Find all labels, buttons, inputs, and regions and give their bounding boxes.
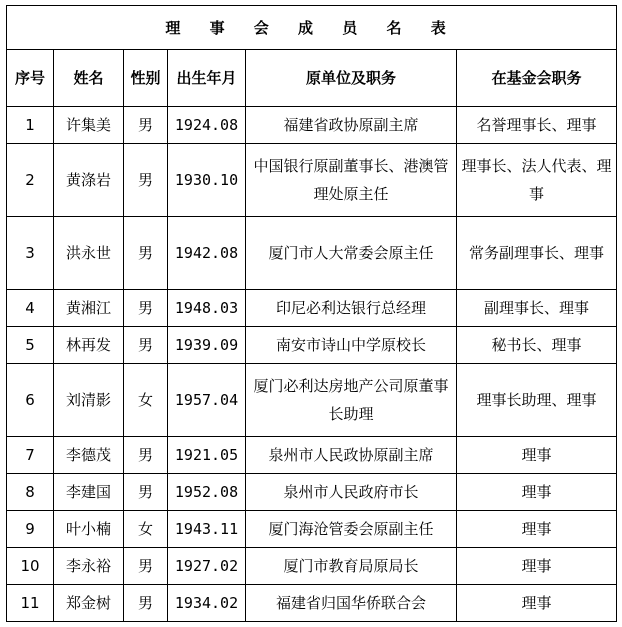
cell-gender: 男 <box>124 217 168 290</box>
cell-birth: 1952.08 <box>168 474 246 511</box>
cell-gender: 男 <box>124 585 168 622</box>
cell-dept: 厦门市人大常委会原主任 <box>246 217 457 290</box>
cell-gender: 男 <box>124 290 168 327</box>
header-birth: 出生年月 <box>168 50 246 107</box>
cell-role: 理事长、法人代表、理事 <box>457 144 617 217</box>
cell-dept: 福建省政协原副主席 <box>246 107 457 144</box>
cell-dept: 印尼必利达银行总经理 <box>246 290 457 327</box>
cell-gender: 男 <box>124 437 168 474</box>
cell-birth: 1924.08 <box>168 107 246 144</box>
header-no: 序号 <box>7 50 54 107</box>
header-dept: 原单位及职务 <box>246 50 457 107</box>
table-row <box>7 217 617 290</box>
cell-gender: 男 <box>124 327 168 364</box>
cell-dept: 厦门市教育局原局长 <box>246 548 457 585</box>
cell-gender: 男 <box>124 107 168 144</box>
cell-dept: 中国银行原副董事长、港澳管理处原主任 <box>246 144 457 217</box>
cell-no: 11 <box>7 585 54 622</box>
cell-role: 理事 <box>457 548 617 585</box>
header-name: 姓名 <box>54 50 124 107</box>
header-role: 在基金会职务 <box>457 50 617 107</box>
table-row <box>7 364 617 437</box>
cell-role: 副理事长、理事 <box>457 290 617 327</box>
table-row <box>7 548 617 585</box>
cell-dept: 泉州市人民政协原副主席 <box>246 437 457 474</box>
cell-role: 秘书长、理事 <box>457 327 617 364</box>
cell-no: 4 <box>7 290 54 327</box>
table-row <box>7 144 617 217</box>
table-row <box>7 474 617 511</box>
cell-dept: 泉州市人民政府市长 <box>246 474 457 511</box>
cell-gender: 男 <box>124 144 168 217</box>
cell-dept: 福建省归国华侨联合会 <box>246 585 457 622</box>
cell-name: 黄涤岩 <box>54 144 124 217</box>
table-row <box>7 585 617 622</box>
cell-gender: 女 <box>124 511 168 548</box>
header-row <box>7 50 617 107</box>
table-row <box>7 511 617 548</box>
cell-role: 理事 <box>457 474 617 511</box>
table-row <box>7 327 617 364</box>
cell-no: 10 <box>7 548 54 585</box>
cell-name: 黄湘江 <box>54 290 124 327</box>
cell-gender: 女 <box>124 364 168 437</box>
cell-name: 叶小楠 <box>54 511 124 548</box>
cell-role: 常务副理事长、理事 <box>457 217 617 290</box>
cell-role: 理事 <box>457 437 617 474</box>
cell-no: 2 <box>7 144 54 217</box>
cell-name: 林再发 <box>54 327 124 364</box>
cell-role: 理事 <box>457 511 617 548</box>
cell-no: 9 <box>7 511 54 548</box>
cell-no: 6 <box>7 364 54 437</box>
table-title: 理 事 会 成 员 名 表 <box>7 6 617 50</box>
cell-birth: 1939.09 <box>168 327 246 364</box>
cell-birth: 1930.10 <box>168 144 246 217</box>
cell-gender: 男 <box>124 474 168 511</box>
cell-birth: 1957.04 <box>168 364 246 437</box>
cell-name: 李建国 <box>54 474 124 511</box>
cell-no: 5 <box>7 327 54 364</box>
cell-no: 8 <box>7 474 54 511</box>
cell-role: 理事 <box>457 585 617 622</box>
cell-birth: 1934.02 <box>168 585 246 622</box>
cell-name: 李永裕 <box>54 548 124 585</box>
cell-dept: 厦门必利达房地产公司原董事长助理 <box>246 364 457 437</box>
cell-birth: 1942.08 <box>168 217 246 290</box>
cell-name: 郑金树 <box>54 585 124 622</box>
cell-name: 刘清影 <box>54 364 124 437</box>
table-row <box>7 107 617 144</box>
cell-no: 1 <box>7 107 54 144</box>
table-row <box>7 290 617 327</box>
cell-birth: 1927.02 <box>168 548 246 585</box>
cell-no: 3 <box>7 217 54 290</box>
header-gender: 性别 <box>124 50 168 107</box>
table-row <box>7 437 617 474</box>
cell-name: 许集美 <box>54 107 124 144</box>
cell-role: 理事长助理、理事 <box>457 364 617 437</box>
cell-role: 名誉理事长、理事 <box>457 107 617 144</box>
cell-birth: 1948.03 <box>168 290 246 327</box>
cell-birth: 1921.05 <box>168 437 246 474</box>
cell-gender: 男 <box>124 548 168 585</box>
cell-name: 李德茂 <box>54 437 124 474</box>
cell-dept: 厦门海沧管委会原副主任 <box>246 511 457 548</box>
cell-name: 洪永世 <box>54 217 124 290</box>
members-table <box>6 5 617 622</box>
cell-no: 7 <box>7 437 54 474</box>
cell-birth: 1943.11 <box>168 511 246 548</box>
cell-dept: 南安市诗山中学原校长 <box>246 327 457 364</box>
